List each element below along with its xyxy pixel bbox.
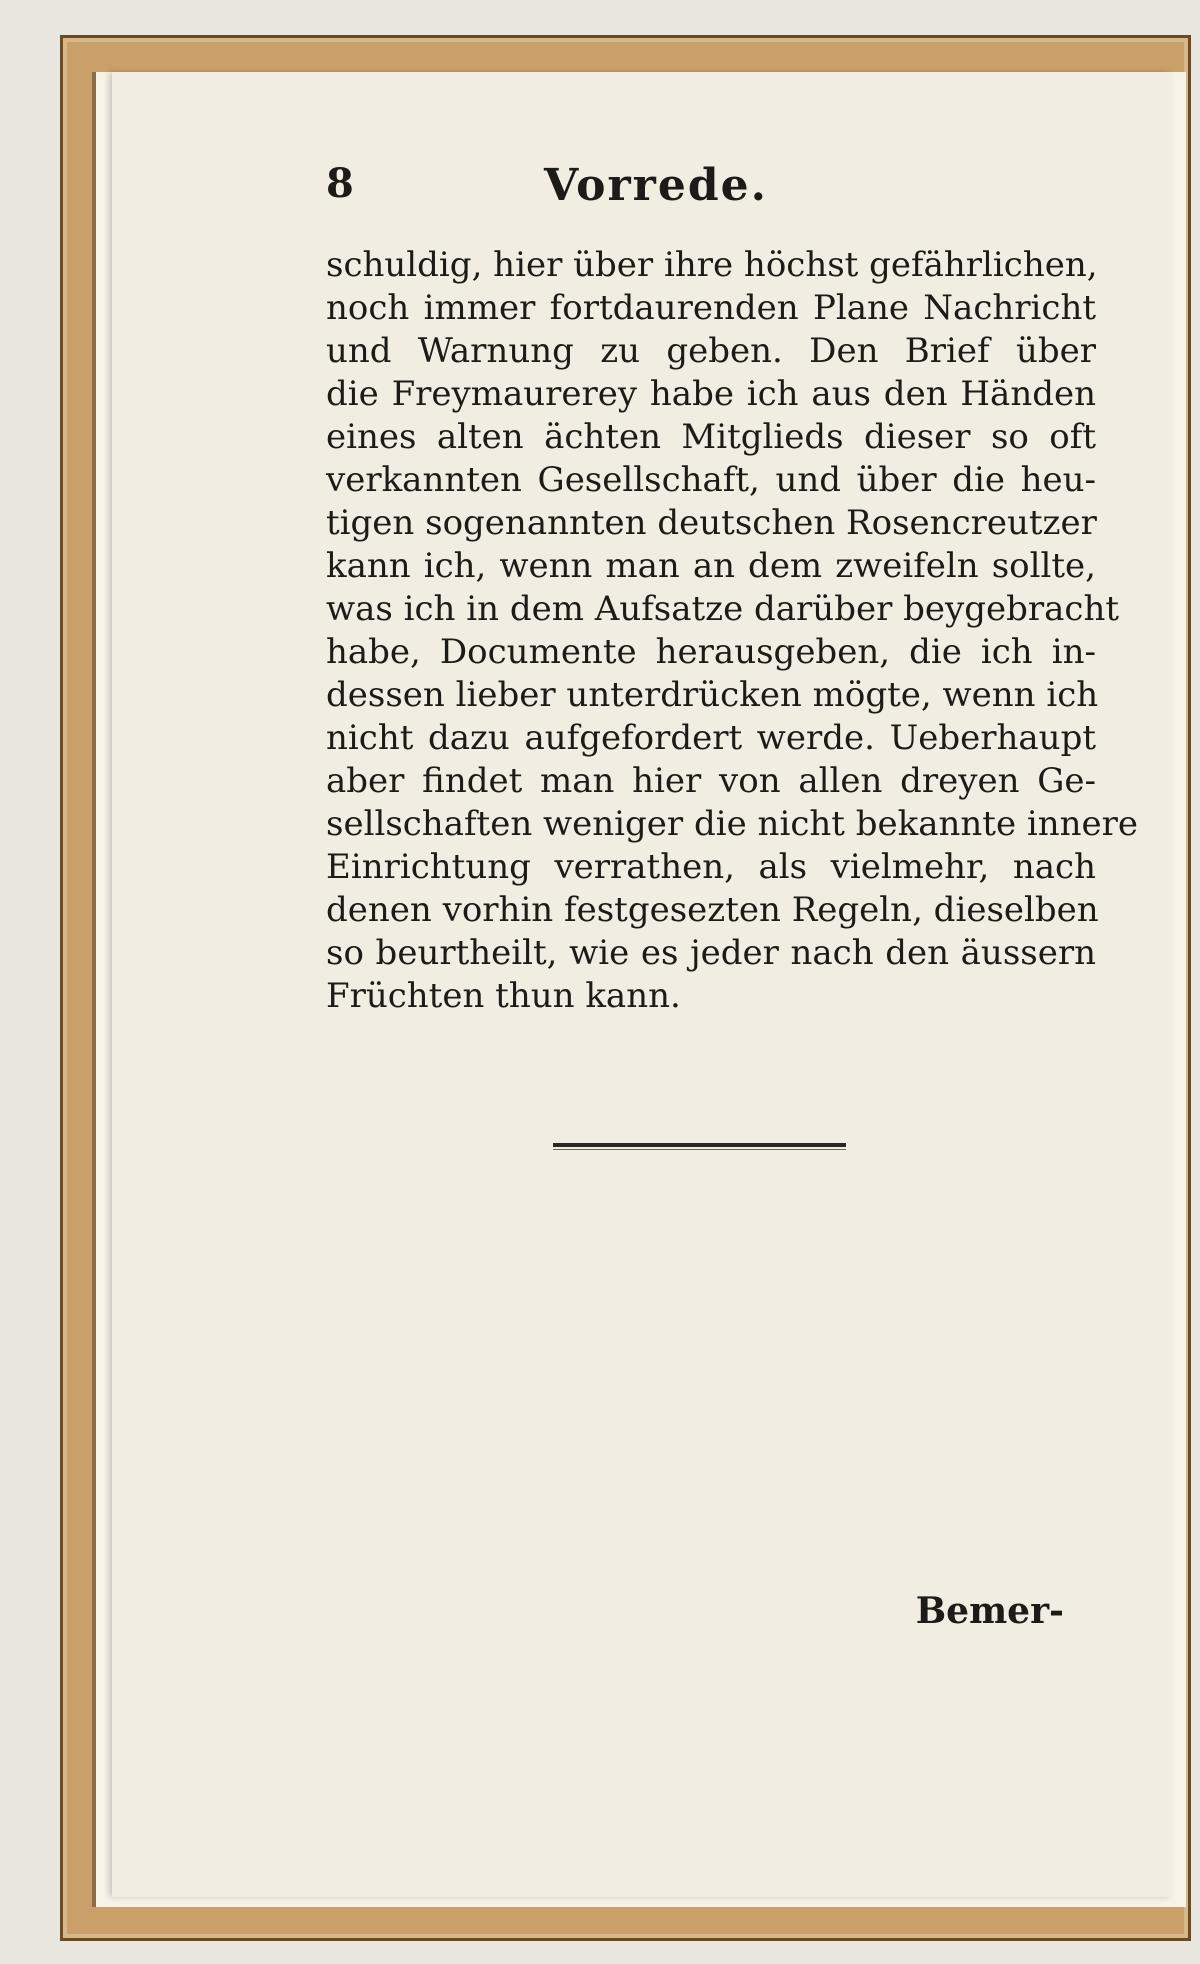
text-line: Früchten thun kann.: [326, 976, 681, 1016]
text-line: sellschaften weniger die nicht bekannte innere: [326, 804, 1139, 844]
page-header: [216, 160, 1096, 220]
text-line: und Warnung zu geben. Den Brief über: [326, 331, 1096, 371]
text-line: habe, Documente herausgeben, die ich in-: [326, 632, 1096, 672]
page-number: 8: [326, 160, 354, 207]
text-line: verkannten Gesellschaft, und über die heu-: [326, 460, 1096, 500]
text-line: aber findet man hier von allen dreyen Ge-: [326, 761, 1096, 801]
running-head: Vorrede.: [544, 160, 768, 211]
page-content: [216, 160, 1139, 1018]
body-text: [216, 244, 1139, 1018]
catchword: Bemer-: [915, 1590, 1064, 1632]
text-line: nicht dazu aufgefordert werde. Ueberhaupt: [326, 718, 1096, 758]
text-line: Einrichtung verrathen, als vielmehr, nach: [326, 847, 1096, 887]
text-line: dessen lieber unterdrücken mögte, wenn ich: [326, 675, 1099, 715]
text-line: so beurtheilt, wie es jeder nach den äussern: [326, 933, 1096, 973]
text-line: kann ich, wenn man an dem zweifeln sollte,: [326, 546, 1096, 586]
text-line: tigen sogenannten deutschen Rosencreutzer: [326, 503, 1097, 543]
section-divider-rule: [553, 1143, 846, 1147]
text-line: eines alten ächten Mitglieds dieser so oft: [326, 417, 1096, 457]
text-line: was ich in dem Aufsatze darüber beygebracht: [326, 589, 1120, 629]
text-line: noch immer fortdaurenden Plane Nachricht: [326, 288, 1096, 328]
text-line: denen vorhin festgesezten Regeln, dieselben: [326, 890, 1099, 930]
text-line: schuldig, hier über ihre höchst gefährlichen,: [326, 245, 1098, 285]
text-line: die Freymaurerey habe ich aus den Händen: [326, 374, 1096, 414]
section-divider-rule-thin: [553, 1149, 846, 1150]
